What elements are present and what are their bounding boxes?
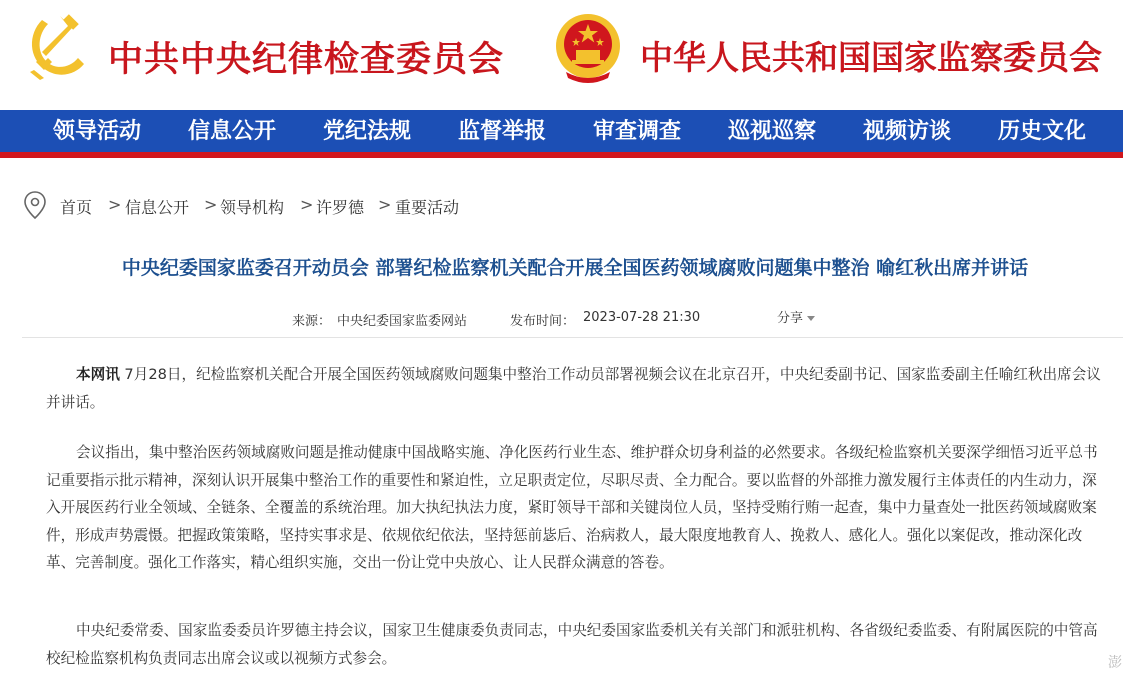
divider [22, 337, 1123, 338]
breadcrumb [22, 190, 1122, 222]
site-title-nsc[interactable]: 中华人民共和国国家监察委员会 [640, 38, 1102, 77]
crumb-leadership[interactable]: 领导机构 [220, 198, 285, 217]
source-value: 中央纪委国家监委网站 [337, 314, 468, 329]
nav-item-report[interactable]: 监督举报 [458, 118, 547, 144]
site-header [0, 0, 1123, 110]
crumb-home[interactable]: 首页 [60, 198, 93, 217]
crumb-separator: > [108, 195, 122, 214]
nav-item-investigation[interactable]: 审查调查 [593, 118, 682, 144]
nav-item-leadership[interactable]: 领导活动 [53, 118, 142, 144]
location-pin-icon [22, 190, 48, 220]
nav-item-regulations[interactable]: 党纪法规 [323, 118, 412, 144]
article-paragraph-1 [46, 361, 1104, 416]
article-title: 中央纪委国家监委召开动员会 部署纪检监察机关配合开展全国医药领域腐败问题集中整治 喻红秋出席并讲话 [121, 257, 1029, 279]
nav-item-video[interactable]: 视频访谈 [863, 118, 952, 144]
nav-item-info[interactable]: 信息公开 [188, 118, 277, 144]
share-label: 分享 [777, 311, 804, 326]
crumb-activities[interactable]: 重要活动 [395, 198, 460, 217]
publish-time-value: 2023-07-28 21:30 [583, 310, 701, 325]
article-paragraph-2: 会议指出，集中整治医药领域腐败问题是推动健康中国战略实施、净化医药行业生态、维护群众切身利益的必然要求。各级纪检监察机关要深学细悟习近平总书记重要指示批示精神，深刻认识开展集中整治工作的重要性和紧迫性，立足职责定位，尽职尽责、全力配合。要以监督的外部推力激发履行主体责任的内生动力，深入开展医药行业全领域、全链条、全覆盖的系统治理。加大执纪执法力度，紧盯领导干部和关键岗位人员，坚持受贿行贿一起查，集中力量查处一批医药领域腐败案件，形成声势震慑。把握政策策略，坚持实事求是、依规依纪依法，坚持惩前毖后、治病救人，最大限度地教育人、挽救人、感化人。强化以案促改，推动深化改革、完善制度。强化工作落实，精心组织实施，交出一份让党中央放心、让人民群众满意的答卷。 [46, 444, 1098, 571]
crumb-person[interactable]: 许罗德 [316, 198, 365, 217]
main-nav [0, 110, 1123, 158]
crumb-separator: > [378, 195, 392, 214]
crumb-separator: > [204, 195, 218, 214]
corner-watermark: 澎 [1108, 655, 1122, 671]
publish-time-label: 发布时间： [510, 314, 576, 329]
share-dropdown[interactable] [777, 307, 815, 326]
caret-down-icon [807, 316, 815, 321]
nav-item-history[interactable]: 历史文化 [998, 118, 1087, 144]
source-label: 来源： [292, 314, 332, 329]
party-emblem-icon[interactable] [26, 12, 92, 82]
nav-item-inspection[interactable]: 巡视巡察 [728, 118, 817, 144]
crumb-separator: > [300, 195, 314, 214]
site-title-ccdi[interactable]: 中共中央纪律检查委员会 [108, 39, 505, 80]
lead-label: 本网讯 [76, 366, 120, 383]
national-emblem-icon[interactable] [552, 10, 624, 86]
crumb-info[interactable]: 信息公开 [125, 198, 190, 217]
article-paragraph-3: 中央纪委常委、国家监委委员许罗德主持会议，国家卫生健康委负责同志，中央纪委国家监委机关有关部门和派驻机构、各省级纪委监委、有附属医院的中管高校纪检监察机构负责同志出席会议或以视频方式参会。 [46, 622, 1098, 667]
paragraph-1-text: 7月28日，纪检监察机关配合开展全国医药领域腐败问题集中整治工作动员部署视频会议在北京召开，中央纪委副书记、国家监委副主任喻红秋出席会议并讲话。 [46, 366, 1101, 411]
